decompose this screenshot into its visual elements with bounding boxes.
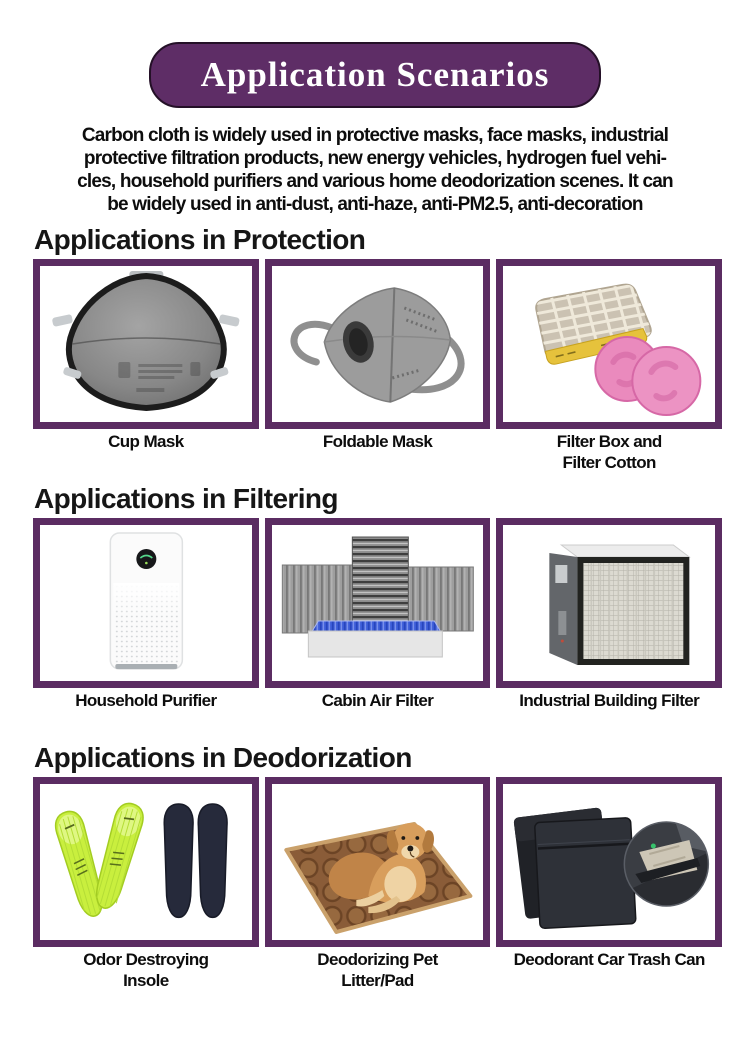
section-deodorization bbox=[0, 742, 750, 993]
cup-mask-image bbox=[40, 266, 252, 422]
odor-destroying-insole-image bbox=[40, 784, 252, 940]
caption-line: Cup Mask bbox=[108, 432, 184, 451]
product-item bbox=[33, 518, 259, 734]
caption-line: Deodorizing Pet bbox=[317, 950, 438, 969]
product-image-card bbox=[496, 777, 722, 947]
intro-paragraph bbox=[0, 124, 750, 216]
product-caption bbox=[265, 431, 491, 475]
product-item bbox=[265, 777, 491, 993]
foldable-mask-image bbox=[272, 266, 484, 422]
product-image-card bbox=[265, 259, 491, 429]
caption-line: Cabin Air Filter bbox=[321, 691, 434, 710]
filter-box-and-filter-cotton-image bbox=[503, 266, 715, 422]
product-image-card bbox=[496, 259, 722, 429]
product-caption bbox=[265, 690, 491, 734]
intro-line: be widely used in anti-dust, anti-haze, anti-PM2.5, anti-decoration bbox=[107, 194, 643, 215]
product-item bbox=[33, 259, 259, 475]
product-item bbox=[265, 259, 491, 475]
product-caption bbox=[265, 949, 491, 993]
product-item bbox=[265, 518, 491, 734]
caption-line: Foldable Mask bbox=[322, 432, 433, 451]
product-item bbox=[33, 777, 259, 993]
section-heading: Applications in Filtering bbox=[34, 483, 338, 514]
intro-line: cles, household purifiers and various home deodorization scenes. It can bbox=[77, 171, 673, 192]
product-grid bbox=[0, 259, 750, 475]
product-item bbox=[496, 259, 722, 475]
application-scenarios-page bbox=[0, 42, 750, 993]
caption-line: Filter Cotton bbox=[562, 453, 656, 472]
industrial-building-filter-image bbox=[503, 525, 715, 681]
caption-line: Industrial Building Filter bbox=[519, 691, 700, 710]
product-caption bbox=[496, 690, 722, 734]
caption-line: Household Purifier bbox=[75, 691, 217, 710]
deodorizing-pet-litter-pad-image bbox=[272, 784, 484, 940]
banner bbox=[149, 42, 601, 108]
product-grid bbox=[0, 777, 750, 993]
deodorant-car-trash-can-image bbox=[503, 784, 715, 940]
caption-line: Litter/Pad bbox=[341, 971, 414, 990]
cabin-air-filter-image bbox=[272, 525, 484, 681]
product-item bbox=[496, 518, 722, 734]
section-protection bbox=[0, 224, 750, 475]
product-caption bbox=[33, 690, 259, 734]
product-image-card bbox=[496, 518, 722, 688]
product-caption bbox=[33, 949, 259, 993]
banner-title: Application Scenarios bbox=[200, 55, 550, 94]
product-image-card bbox=[265, 777, 491, 947]
caption-line: Insole bbox=[123, 971, 169, 990]
caption-line: Filter Box and bbox=[556, 432, 662, 451]
product-caption bbox=[496, 431, 722, 475]
section-heading: Applications in Deodorization bbox=[34, 742, 412, 773]
product-image-card bbox=[33, 777, 259, 947]
product-caption bbox=[33, 431, 259, 475]
household-purifier-image bbox=[40, 525, 252, 681]
caption-line: Odor Destroying bbox=[83, 950, 209, 969]
product-caption bbox=[496, 949, 722, 993]
section-heading: Applications in Protection bbox=[34, 224, 366, 255]
product-item bbox=[496, 777, 722, 993]
caption-line: Deodorant Car Trash Can bbox=[513, 950, 705, 969]
product-grid bbox=[0, 518, 750, 734]
product-image-card bbox=[33, 518, 259, 688]
intro-line: protective filtration products, new energy vehicles, hydrogen fuel vehi- bbox=[83, 148, 667, 169]
product-image-card bbox=[33, 259, 259, 429]
section-filtering bbox=[0, 483, 750, 734]
intro-line: Carbon cloth is widely used in protective masks, face masks, industrial bbox=[81, 125, 669, 146]
product-image-card bbox=[265, 518, 491, 688]
